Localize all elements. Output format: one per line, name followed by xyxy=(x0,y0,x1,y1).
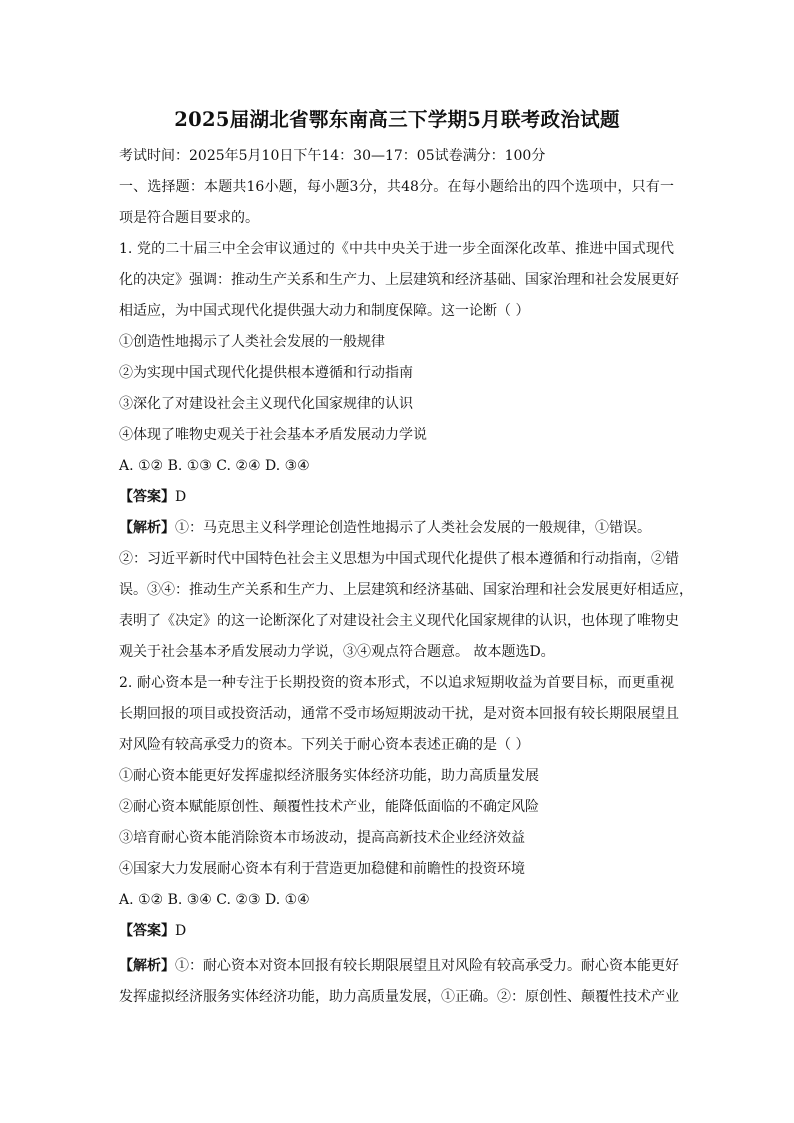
question-1-stem: 化的决定》强调：推动生产关系和生产力、上层建筑和经济基础、国家治理和社会发展更好 xyxy=(119,272,679,288)
question-2-option: ①耐心资本能更好发挥虚拟经济服务实体经济功能，助力高质量发展 xyxy=(119,768,539,784)
question-2-option: ④国家大力发展耐心资本有利于营造更加稳健和前瞻性的投资环境 xyxy=(119,861,525,877)
question-2-analysis: 发挥虚拟经济服务实体经济功能，助力高质量发展，①正确。②：原创性、颠覆性技术产业 xyxy=(119,989,679,1005)
question-2-stem: 长期回报的项目或投资活动，通常不受市场短期波动干扰，是对资本回报有较长期限展望且 xyxy=(119,706,679,722)
question-2-stem: 对风险有较高承受力的资本。下列关于耐心资本表述正确的是（ ） xyxy=(119,737,530,753)
analysis-text: ①：耐心资本对资本回报有较长期限展望且对风险有较高承受力。耐心资本能更好 xyxy=(175,958,679,974)
answer-value: D xyxy=(175,489,187,505)
answer-value: D xyxy=(175,923,187,939)
question-1-stem: 1. 党的二十届三中全会审议通过的《中共中央关于进一步全面深化改革、推进中国式现代 xyxy=(119,241,674,257)
question-1-analysis: 观关于社会基本矛盾发展动力学说，③④观点符合题意。 故本题选D。 xyxy=(119,644,555,660)
analysis-text: ①：马克思主义科学理论创造性地揭示了人类社会发展的一般规律，①错误。 xyxy=(175,520,651,536)
question-1-option: ①创造性地揭示了人类社会发展的一般规律 xyxy=(119,334,385,350)
question-1-choices: A. ①② B. ①③ C. ②④ D. ③④ xyxy=(119,458,310,474)
question-2-option: ②耐心资本赋能原创性、颠覆性技术产业，能降低面临的不确定风险 xyxy=(119,799,539,815)
question-1-option: ③深化了对建设社会主义现代化国家规律的认识 xyxy=(119,396,413,412)
answer-label: 【答案】 xyxy=(119,923,175,939)
question-1-analysis xyxy=(119,519,651,537)
question-1-stem: 相适应，为中国式现代化提供强大动力和制度保障。这一论断（ ） xyxy=(119,303,530,319)
question-2-option: ③培育耐心资本能消除资本市场波动，提高高新技术企业经济效益 xyxy=(119,830,525,846)
question-1-analysis: 误。③④：推动生产关系和生产力、上层建筑和经济基础、国家治理和社会发展更好相适应， xyxy=(119,582,693,598)
section-intro-line: 一、选择题：本题共16小题，每小题3分，共48分。在每小题给出的四个选项中，只有一 xyxy=(119,179,674,195)
analysis-label: 【解析】 xyxy=(119,958,175,974)
analysis-label: 【解析】 xyxy=(119,520,175,536)
section-intro-line: 项是符合题目要求的。 xyxy=(119,210,259,226)
page-title: 2025届湖北省鄂东南高三下学期5月联考政治试题 xyxy=(174,108,620,131)
question-1-option: ④体现了唯物史观关于社会基本矛盾发展动力学说 xyxy=(119,427,427,443)
question-1-option: ②为实现中国式现代化提供根本遵循和行动指南 xyxy=(119,365,413,381)
question-2-stem: 2. 耐心资本是一种专注于长期投资的资本形式，不以追求短期收益为首要目标，而更重视 xyxy=(119,675,674,691)
question-2-choices: A. ①② B. ③④ C. ②③ D. ①④ xyxy=(119,892,310,908)
question-1-analysis: ②：习近平新时代中国特色社会主义思想为中国式现代化提供了根本遵循和行动指南，②错 xyxy=(119,551,679,567)
question-1-analysis: 表明了《决定》的这一论断深化了对建设社会主义现代化国家规律的认识，也体现了唯物史 xyxy=(119,613,679,629)
question-1-answer xyxy=(119,488,186,506)
answer-label: 【答案】 xyxy=(119,489,175,505)
question-2-analysis xyxy=(119,957,679,975)
exam-info: 考试时间：2025年5月10日下午14：30—17：05试卷满分：100分 xyxy=(119,148,546,164)
question-2-answer xyxy=(119,922,186,940)
